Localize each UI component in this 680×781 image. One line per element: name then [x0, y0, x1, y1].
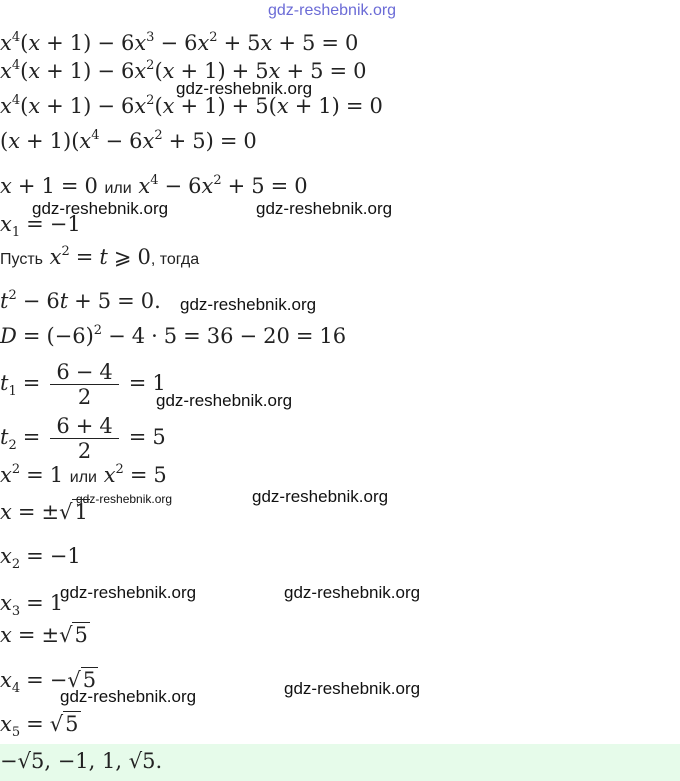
watermark: gdz-reshebnik.org — [60, 687, 197, 706]
watermark: gdz-reshebnik.org — [76, 492, 173, 506]
equation-line-2: $x^4(x + 1) - 6x^2(x + 1) + 5x + 5 = 0$ — [0, 58, 367, 83]
watermark: gdz-reshebnik.org — [256, 199, 393, 218]
equation-line-1: $x^4(x + 1) - 6x^3 - 6x^2 + 5x + 5 = 0$ — [0, 30, 359, 55]
equation-line-6: $x_1 = -1$ — [0, 212, 81, 240]
word-or: или — [69, 469, 97, 486]
word-let: Пусть — [0, 251, 43, 268]
equation-line-18: $x_5 = √5$ — [0, 712, 79, 740]
watermark: gdz-reshebnik.org — [32, 199, 169, 218]
watermark: gdz-reshebnik.org — [284, 583, 421, 602]
equation-line-11: $t_2$ = $\frac{6 + 4}{2}$ = 5 — [0, 414, 166, 463]
equation-line-5: x + 1 = 0 или $x^4 - 6x^2 + 5 = 0$ — [0, 173, 308, 198]
watermark: gdz-reshebnik.org — [60, 583, 197, 602]
word-or: или — [104, 180, 132, 197]
watermark: gdz-reshebnik.org — [284, 679, 421, 698]
watermark: gdz-reshebnik.org — [176, 79, 313, 98]
word-then: , тогда — [150, 251, 200, 268]
equation-line-13: x = ±√1 — [0, 500, 88, 524]
fraction: $\frac{6 - 4}{2}$ — [50, 360, 118, 409]
answer-line: −√5, −1, 1, √5. — [0, 749, 163, 773]
equation-line-16: x = ±√5 — [0, 623, 88, 647]
equation-line-3: $x^4(x + 1) - 6x^2(x + 1) + 5(x + 1) = 0$ — [0, 93, 383, 118]
equation-line-8: $t^2 - 6t + 5 = 0$. — [0, 288, 161, 313]
equation-line-12: $x^2 = 1$ или $x^2 = 5$ — [0, 462, 167, 487]
watermark: gdz-reshebnik.org — [268, 2, 397, 19]
watermark: gdz-reshebnik.org — [156, 391, 293, 410]
fraction: $\frac{6 + 4}{2}$ — [50, 414, 118, 463]
equation-line-4: $(x + 1)(x^4 - 6x^2 + 5) = 0$ — [0, 128, 257, 153]
equation-line-17: $x_4 = -√5$ — [0, 668, 97, 696]
equation-line-15: $x_3 = 1$ — [0, 591, 64, 619]
equation-line-10: $t_1$ = $\frac{6 - 4}{2}$ = 1 — [0, 360, 166, 409]
watermark: gdz-reshebnik.org — [180, 295, 317, 314]
equation-line-7: Пусть $x^2 = t$ ⩾ 0, тогда — [0, 244, 200, 269]
equation-line-9: $D = (-6)^2 - 4 \cdot 5 = 36 - 20 = 16$ — [0, 323, 347, 348]
equation-line-14: $x_2 = -1$ — [0, 544, 81, 572]
watermark: gdz-reshebnik.org — [252, 487, 389, 506]
